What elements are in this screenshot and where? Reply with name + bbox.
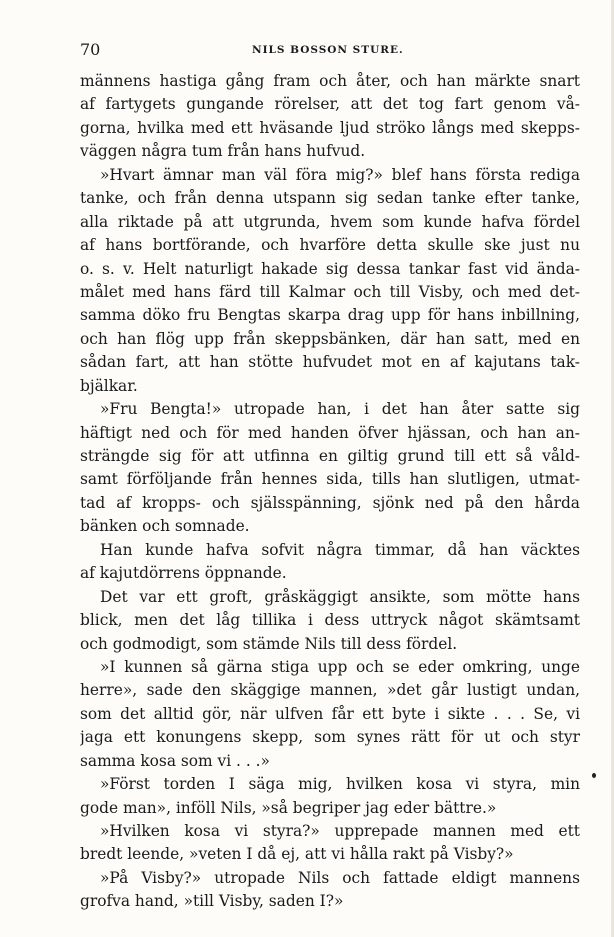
text-line: af fartygets gungande rörelser, att det tog fart genom vå-	[80, 95, 580, 114]
text-line: »Hvart ämnar man väl föra mig?» blef hans första rediga	[100, 165, 580, 184]
text-line: sådan fart, att han stötte hufvudet mot en af kajutans tak-	[80, 353, 580, 372]
text-line: gorna, hvilka med ett hväsande ljud ströko långs med skepps-	[80, 118, 580, 137]
text-line: bänken och somnade.	[80, 517, 250, 536]
text-line: jaga ett konungens skepp, som synes rätt för ut och styr	[80, 728, 580, 747]
text-line: blick, men det låg tillika i dess uttryck något skämtsamt	[80, 611, 580, 630]
text-line: männens hastiga gång fram och åter, och han märkte snart	[80, 72, 580, 90]
text-line: Det var ett groft, gråskäggigt ansikte, som mötte hans	[100, 587, 580, 606]
text-line: »Hvilken kosa vi styra?» upprepade mannen med ett	[100, 822, 580, 840]
text-line: samma kosa som vi . . .»	[80, 751, 270, 770]
text-line: häftigt ned och för med handen öfver hjässan, och han an-	[80, 423, 580, 442]
text-line: »På Visby?» utropade Nils och fattade eldigt mannens	[100, 868, 580, 887]
text-line: alla riktade på att utgrunda, hvem som kunde hafva fördel	[80, 212, 580, 231]
text-line: grofva hand, »till Visby, saden I?»	[80, 892, 344, 911]
text-line: samma döko fru Bengtas skarpa drag upp för hans inbillning,	[80, 306, 580, 325]
body-text	[80, 70, 580, 914]
text-line: och han flög upp från skeppsbänken, där han satt, med en	[80, 329, 580, 348]
text-line: bjälkar.	[80, 376, 138, 395]
text-line: målet med hans färd till Kalmar och till Visby, och med det-	[80, 282, 580, 301]
text-line: af hans bortförande, och hvarföre detta skulle ske just nu	[80, 236, 580, 255]
page-header	[80, 40, 580, 60]
text-line: »Först torden I säga mig, hvilken kosa vi styra, min	[100, 775, 580, 794]
text-line: af kajutdörrens öppnande.	[80, 564, 287, 583]
text-line: o. s. v. Helt naturligt hakade sig dessa tankar fast vid ända-	[80, 259, 580, 278]
text-line: gode man», inföll Nils, »så begriper jag eder bättre.»	[80, 798, 497, 817]
text-line: herre», sade den skäggige mannen, »det går lustigt undan,	[80, 681, 580, 700]
running-head: NILS BOSSON STURE.	[252, 44, 404, 56]
text-line: Han kunde hafva sofvit några timmar, då han väcktes	[100, 540, 580, 559]
text-line: »I kunnen så gärna stiga upp och se eder omkring, unge	[100, 657, 580, 676]
text-line: tanke, och från denna utspann sig sedan tanke efter tanke,	[80, 189, 580, 208]
text-line: samt förföljande från hennes sida, tills han slutligen, utmat-	[80, 470, 580, 489]
text-line: som det alltid gör, när ulfven får ett byte i sikte . . . Se, vi	[80, 704, 580, 723]
text-line: bredt leende, »veten I då ej, att vi hålla rakt på Visby?»	[80, 845, 514, 864]
text-line: och godmodigt, som stämde Nils till dess fördel.	[80, 634, 458, 653]
ink-speck	[592, 773, 596, 778]
page-number: 70	[80, 40, 101, 59]
text-line: »Fru Bengta!» utropade han, i det han åter satte sig	[100, 400, 580, 419]
text-line: strängde sig för att utfinna en giltig grund till ett så våld-	[80, 447, 580, 465]
text-line: väggen några tum från hans hufvud.	[80, 142, 366, 161]
text-line: tad af kropps- och själsspänning, sjönk ned på den hårda	[80, 493, 580, 512]
